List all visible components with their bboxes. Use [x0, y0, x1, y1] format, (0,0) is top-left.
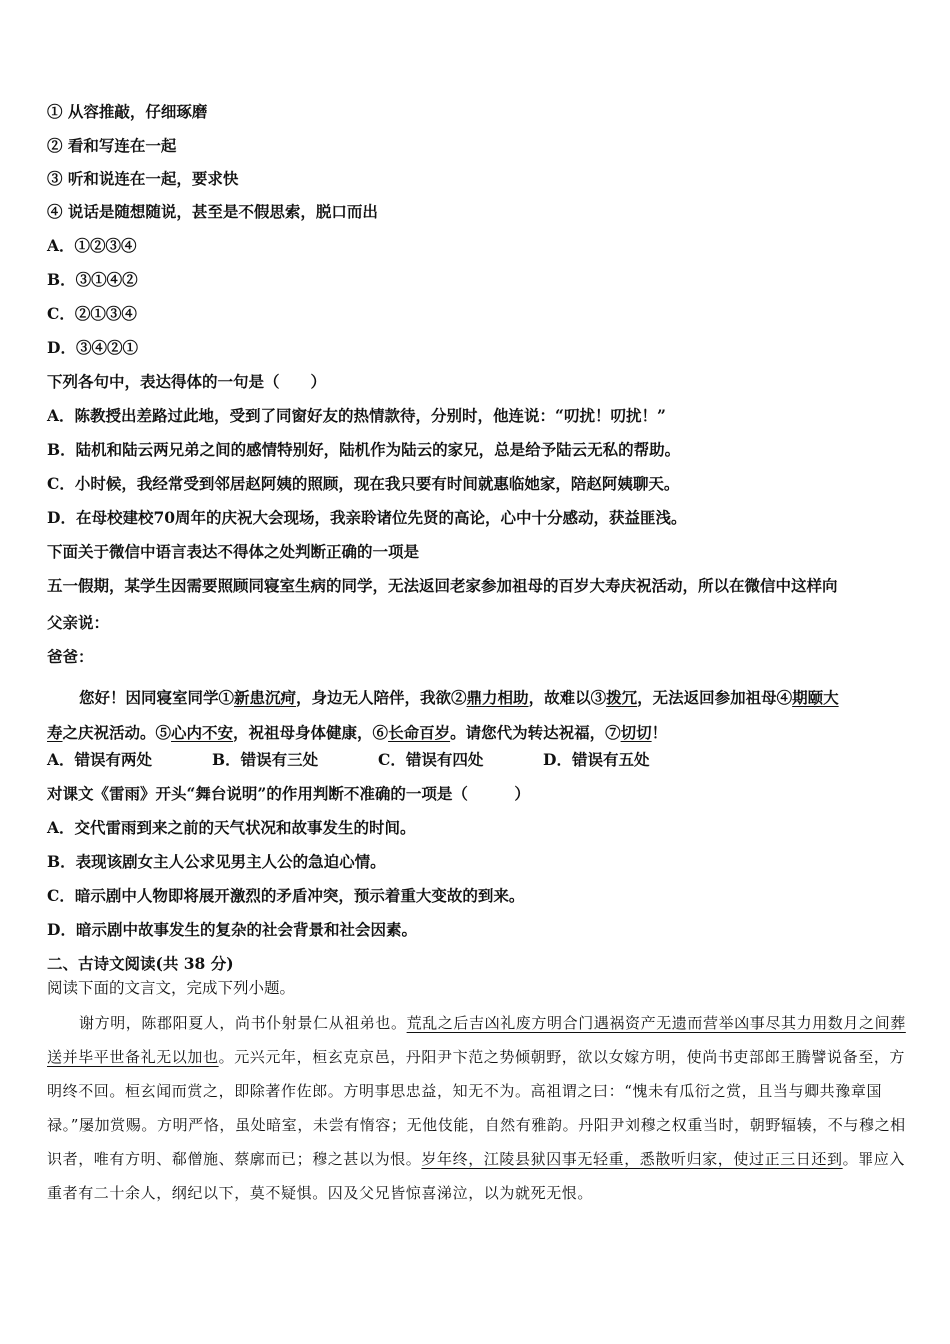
q1-option-c: C．②①③④ [47, 304, 137, 323]
msg-text: 。请您代为转达祝福，⑦ [450, 723, 621, 742]
q2-option-a: A．陈教授出差路过此地，受到了同窗好友的热情款待，分别时，他连说：“叨扰！叨扰！” [47, 406, 666, 425]
q2-option-b: B．陆机和陆云两兄弟之间的感情特别好，陆机作为陆云的家兄，总是给予陆云无私的帮助。 [47, 440, 681, 459]
msg-text: ，祝祖母身体健康，⑥ [233, 723, 389, 742]
msg-text: 之庆祝活动。⑤ [62, 723, 172, 742]
passage-text: 。罪应入重者有二十余人，纲纪以下，莫不疑惧。囚及父兄皆惊喜涕泣，以为就死无恨。 [47, 1150, 906, 1202]
q1-item-3: ③ 听和说连在一起，要求快 [47, 169, 239, 188]
passage-text: 。元兴元年，桓玄克京邑，丹阳尹卞范之势倾朝野，欲以女嫁方明，使尚书吏部郎王腾譬说备至，方明终不回。桓玄闻而赏之，即除著作佐郎。方明事思忠益，知无不为。高祖谓之曰：“愧未有瓜衍之赏，且当与卿共豫章国禄。”屡加赏赐。方明严恪，虽处暗室，未尝有惰容；无他伎能，自然有雅韵。丹阳尹刘穆之权重当时，朝野辐辏，不与穆之相识者，唯有方明、郗僧施、蔡廓而已；穆之甚以为恨。 [47, 1048, 906, 1168]
classical-passage [47, 1006, 907, 1210]
msg-text: ！ [651, 723, 668, 742]
msg-text: ，故难以③ [528, 688, 607, 707]
q3-context-line1: 五一假期，某学生因需要照顾同寝室生病的同学，无法返回老家参加祖母的百岁大寿庆祝活动，所以在微信中这样向 [47, 576, 838, 595]
q1-item-2: ② 看和写连在一起 [47, 136, 177, 155]
msg-underline-7: 切切 [620, 723, 652, 742]
section-heading: 二、古诗文阅读(共 38 分) [47, 954, 234, 973]
passage-underlined-1: 荒乱之后吉凶礼废方明合门遇祸资产无遗而营举凶事尽其力用数月之间葬送并毕平世备礼无以加也 [47, 1014, 906, 1066]
q2-option-c: C．小时候，我经常受到邻居赵阿姨的照顾，现在我只要有时间就惠临她家，陪赵阿姨聊天。 [47, 474, 680, 493]
q4-option-a: A．交代雷雨到来之前的天气状况和故事发生的时间。 [47, 818, 416, 837]
msg-text: ，身边无人陪伴，我欲② [296, 688, 467, 707]
msg-underline-4a: 期颐大 [792, 688, 839, 707]
section-instruction: 阅读下面的文言文，完成下列小题。 [47, 979, 296, 997]
q3-salutation: 爸爸： [47, 647, 94, 666]
msg-text: 您好！因同寝室同学① [79, 688, 235, 707]
q4-option-d: D．暗示剧中故事发生的复杂的社会背景和社会因素。 [47, 920, 417, 939]
q4-stem: 对课文《雷雨》开头“舞台说明”的作用判断不准确的一项是（ ） [47, 784, 530, 803]
q4-option-c: C．暗示剧中人物即将展开激烈的矛盾冲突，预示着重大变故的到来。 [47, 886, 525, 905]
q1-item-4: ④ 说话是随想随说，甚至是不假思索，脱口而出 [47, 202, 378, 221]
msg-text: ，无法返回参加祖母④ [637, 688, 793, 707]
q1-option-b: B．③①④② [47, 270, 138, 289]
q3-option-d: D．错误有五处 [543, 750, 650, 769]
msg-underline-4b: 寿 [47, 723, 63, 742]
q1-option-a: A．①②③④ [47, 236, 137, 255]
q3-option-c: C．错误有四处 [378, 750, 484, 769]
msg-underline-6: 长命百岁 [388, 723, 451, 742]
q1-option-d: D．③④②① [47, 338, 138, 357]
passage-underlined-2: 岁年终，江陵县狱囚事无轻重，悉散听归家，使过正三日还到 [421, 1150, 843, 1168]
q2-option-d: D．在母校建校70周年的庆祝大会现场，我亲聆诸位先贤的高论，心中十分感动，获益匪浅。 [47, 508, 687, 527]
passage-text: 谢方明，陈郡阳夏人，尚书仆射景仁从祖弟也。 [79, 1014, 407, 1032]
q3-option-a: A．错误有两处 [47, 750, 153, 769]
msg-underline-5: 心内不安 [171, 723, 234, 742]
q4-option-b: B．表现该剧女主人公求见男主人公的急迫心情。 [47, 852, 386, 871]
q2-stem: 下列各句中，表达得体的一句是（ ） [47, 372, 327, 391]
q3-stem: 下面关于微信中语言表达不得体之处判断正确的一项是 [47, 542, 420, 561]
msg-underline-2: 鼎力相助 [466, 688, 529, 707]
msg-underline-3: 拨冗 [606, 688, 638, 707]
q3-message [47, 680, 907, 750]
q3-option-b: B．错误有三处 [212, 750, 319, 769]
msg-underline-1: 新患沉疴 [234, 688, 297, 707]
q3-context-line2: 父亲说： [47, 613, 110, 632]
q1-item-1: ① 从容推敲，仔细琢磨 [47, 102, 208, 121]
